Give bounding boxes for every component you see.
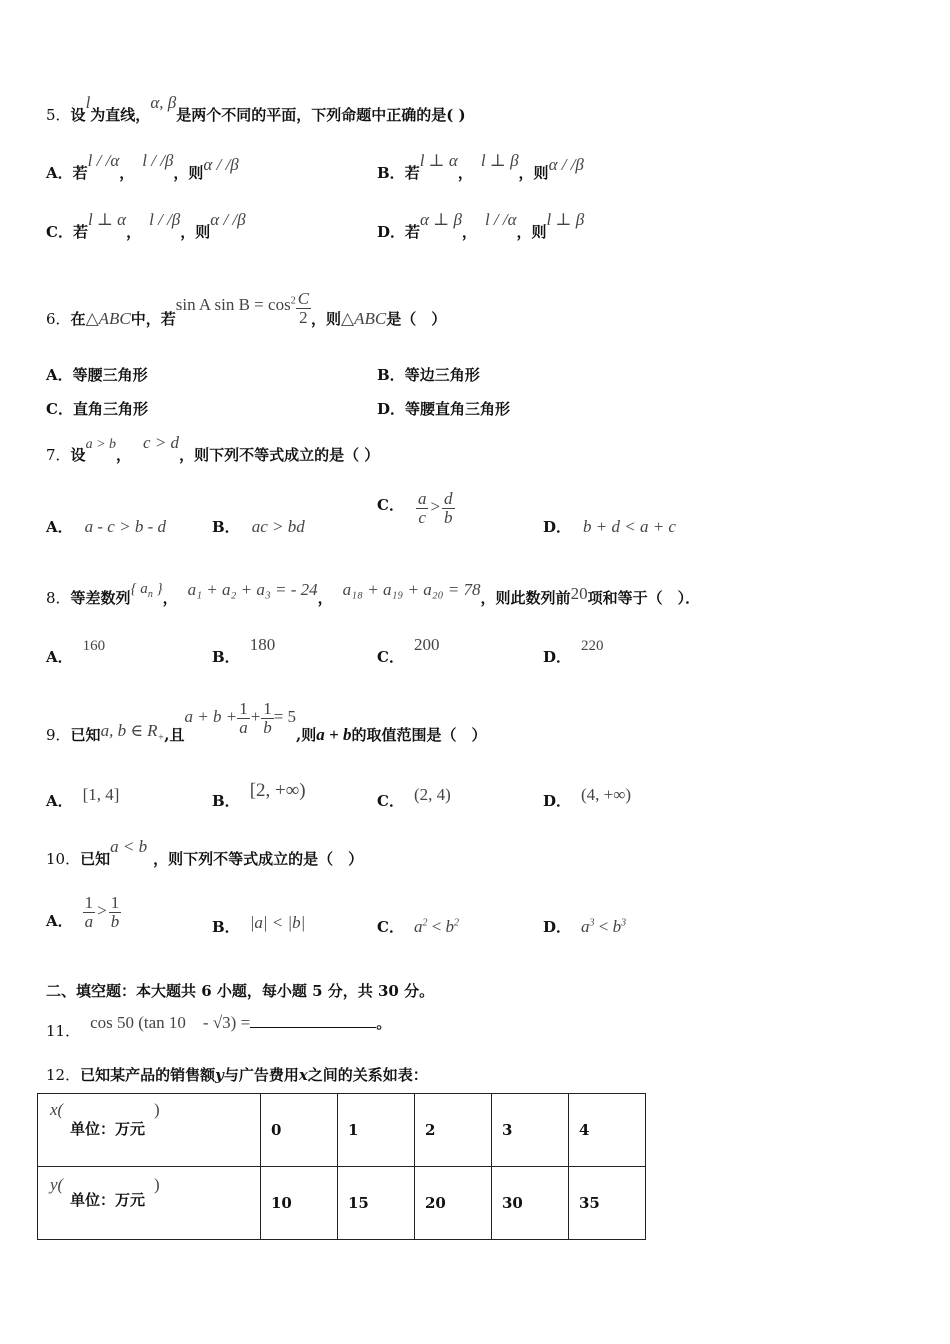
q9-option-d[interactable]: D． (4, +∞) — [543, 785, 632, 810]
q7-option-a[interactable]: A． a - c > b - d — [46, 517, 166, 536]
q6-option-b[interactable]: B．等边三角形 — [377, 366, 480, 384]
q8-option-b[interactable]: B．180 — [212, 635, 276, 666]
q8-number: 8． — [46, 589, 71, 607]
q6-option-c[interactable]: C．直角三角形 — [46, 400, 148, 418]
table-cell: 35 — [569, 1167, 646, 1240]
q7-option-d[interactable]: D． b + d < a + c — [543, 517, 676, 536]
section-heading: 二、填空题：本大题共 6 小题，每小题 5 分，共 30 分。 — [46, 982, 435, 1000]
table-row — [38, 1167, 646, 1240]
q10-number: 10． — [46, 850, 81, 868]
q12-stem: 12．已知某产品的销售额y与广告费用x之间的关系如表： — [46, 1066, 428, 1084]
q8-stem: 8．等差数列{ $a_n$ }， a₁ + a₂ + a₃ = - 24， a₁₈ + a₁₉ + a₂₀ = 78，则此数列前20项和等于（ ）． — [46, 580, 701, 607]
table-cell: 4 — [569, 1094, 646, 1167]
q10-option-b[interactable]: B． |a| < |b| — [212, 913, 306, 936]
q7-number: 7． — [46, 446, 71, 464]
q5-option-c[interactable]: C．若l ⊥ α，l / /β，则α / /β — [46, 210, 246, 241]
q8-option-a[interactable]: A．160 — [46, 638, 106, 666]
q5-option-d[interactable]: D．若α ⊥ β，l / /α，则l ⊥ β — [377, 210, 585, 241]
table-cell: 10 — [261, 1167, 338, 1240]
q6-number: 6． — [46, 310, 71, 329]
table-row — [38, 1094, 646, 1167]
q10-stem: 10．已知a < b，则下列不等式成立的是（ ） — [46, 837, 364, 868]
q5-option-a[interactable]: A．若l / /α，l / /β，则α / /β — [46, 151, 239, 182]
q9-stem: 9．已知a, b ∈ $R_+$,且a + b + $\frac{1}{a}$ + $\frac{1}{b}$ = 5,则a + b的取值范围是（ ） — [46, 699, 487, 745]
table-cell: 0 — [261, 1094, 338, 1167]
table-cell: 15 — [338, 1167, 415, 1240]
q5-option-b[interactable]: B．若l ⊥ α，l ⊥ β，则α / /β — [377, 151, 584, 182]
q7-stem: 7．设a > b，c > d，则下列不等式成立的是（ ） — [46, 433, 380, 464]
table-cell: 20 — [415, 1167, 492, 1240]
q9-option-c[interactable]: C． (2, 4) — [377, 785, 451, 810]
q11-number: 11． — [46, 1022, 81, 1040]
q6-option-d[interactable]: D．等腰直角三角形 — [377, 400, 511, 418]
table-cell: 3 — [492, 1094, 569, 1167]
q9-number: 9． — [46, 726, 71, 745]
q7-option-c[interactable]: C． $\frac{a}{c}$ > $\frac{d}{b}$ — [377, 489, 453, 527]
q10-option-c[interactable]: C． $a^2 < b^2$ — [377, 917, 460, 936]
sales-ad-table — [37, 1093, 646, 1240]
q9-option-a[interactable]: A． [1, 4] — [46, 785, 120, 810]
table-row-header-y: y( 单位：万元 ) — [38, 1167, 261, 1240]
q6-option-a[interactable]: A．等腰三角形 — [46, 366, 148, 384]
q5-planes-symbol: α, β — [150, 93, 177, 112]
table-row-header-x: x( 单位：万元 ) — [38, 1094, 261, 1167]
q10-option-d[interactable]: D． $a^3 < b^3$ — [543, 917, 627, 936]
q11-expression: cos 50 (tan 10 - √3) = — [90, 1013, 251, 1032]
q5-number: 5． — [46, 106, 71, 124]
q5-line-symbol: l — [85, 93, 91, 112]
table-cell: 2 — [415, 1094, 492, 1167]
q5-stem: 5．设l为直线，α, β是两个不同的平面，下列命题中正确的是( ) — [46, 93, 466, 124]
q6-stem: 6．在△ABC中，若sin A $\sin B = \cos^2$ $\frac{C}{2}$ ，则△ABC是（ ） — [46, 289, 447, 329]
q12-number: 12． — [46, 1066, 81, 1084]
q7-option-b[interactable]: B． ac > bd — [212, 517, 305, 536]
q9-equation: a + b + $\frac{1}{a}$ + $\frac{1}{b}$ = 5 — [184, 699, 297, 737]
q10-option-a[interactable]: A． $\frac{1}{a}$ > $\frac{1}{b}$ — [46, 893, 120, 931]
q9-option-b[interactable]: B． [2, +∞) — [212, 780, 306, 810]
q8-option-d[interactable]: D．220 — [543, 638, 604, 666]
q6-equation: sin A $\sin B = \cos^2$ $\frac{C}{2}$ — [175, 289, 310, 327]
q11-answer-blank[interactable] — [250, 1013, 376, 1028]
q8-option-c[interactable]: C．200 — [377, 635, 440, 666]
table-cell: 1 — [338, 1094, 415, 1167]
table-cell: 30 — [492, 1167, 569, 1240]
q11-stem: 11． cos 50 (tan 10 - √3) = 。 — [46, 1013, 392, 1040]
